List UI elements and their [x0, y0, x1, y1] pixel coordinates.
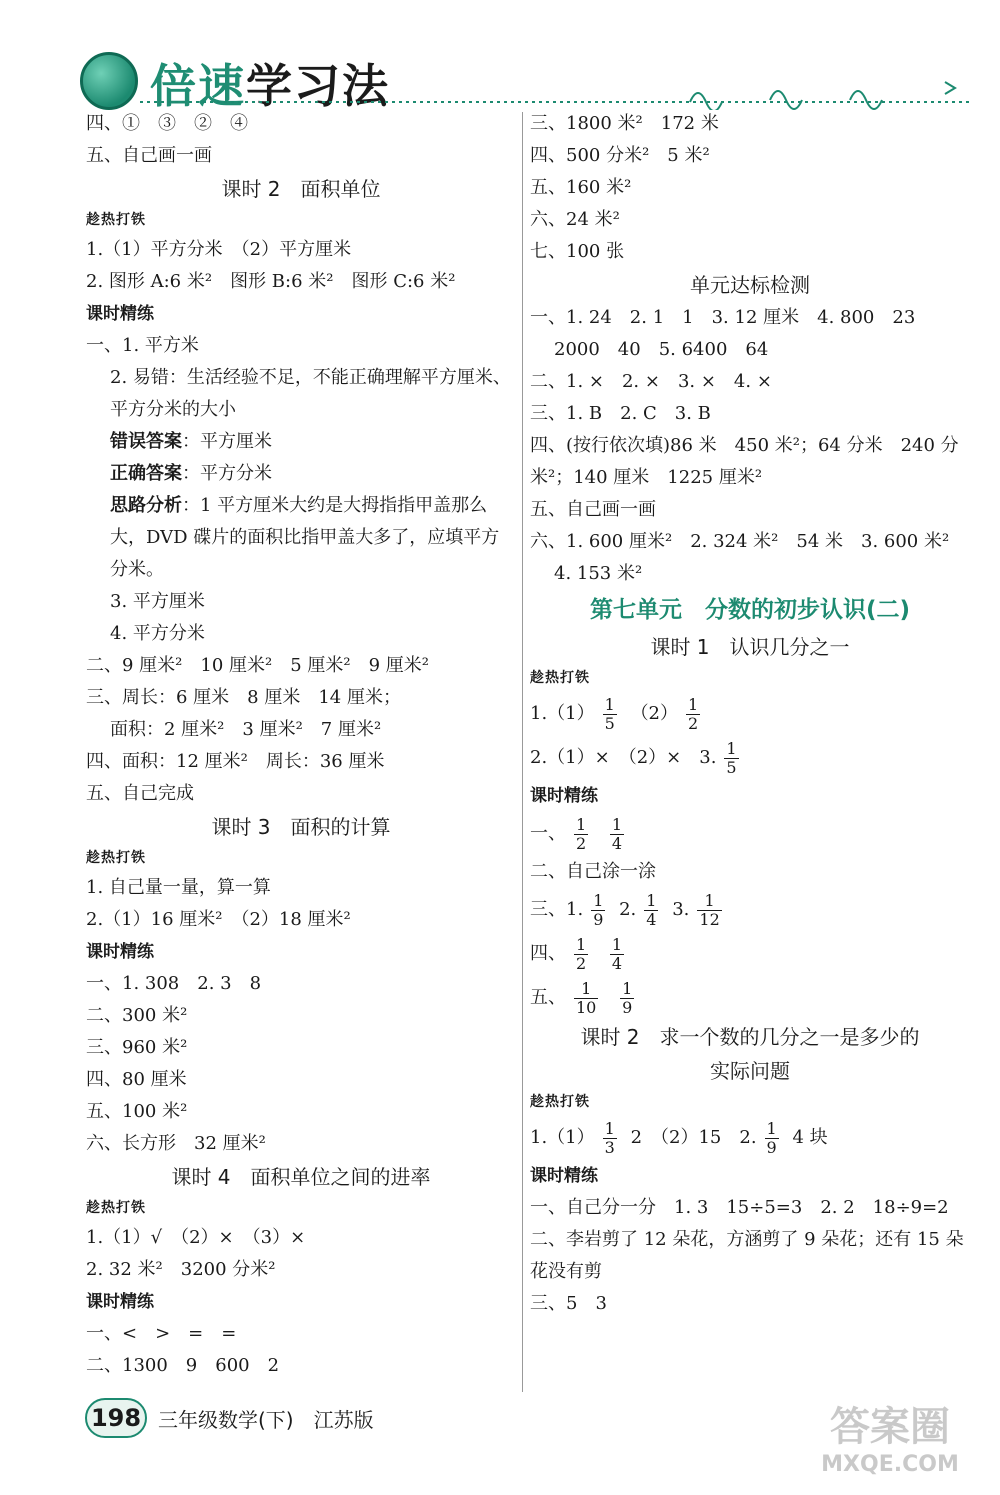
- answer-line: 三、1. $\frac{1}{9}$ 2. $\frac{1}{4}$ 3. $\frac{1}{12}$: [530, 890, 720, 929]
- answer-line: 三、周长：6 厘米 8 厘米 14 厘米；: [86, 687, 401, 708]
- lesson-title: 单元达标检测: [690, 273, 810, 297]
- fraction: $\frac{1}{12}$: [699, 890, 720, 929]
- lesson-title: 课时 4 面积单位之间的进率: [171, 1165, 431, 1189]
- answer-line: 2000 40 5. 6400 64: [554, 339, 769, 360]
- answer-line: 2.（1）16 厘米² （2）18 厘米²: [86, 909, 351, 930]
- section-label-practice: 课时精练: [530, 1166, 598, 1186]
- answer-line: 2. 32 米² 3200 分米²: [86, 1259, 276, 1280]
- answer-line: 三、1. B 2. C 3. B: [530, 403, 711, 424]
- answer-line: 四、① ③ ② ④: [86, 113, 248, 134]
- answer-line: 三、960 米²: [86, 1037, 188, 1058]
- answer-paragraph: 思路分析：1 平方厘米大约是大拇指指甲盖那么大，DVD 碟片的面积比指甲盖大多了，应填平方分米。: [110, 495, 500, 580]
- answer-line: 五、 $\frac{1}{10}$ $\frac{1}{9}$: [530, 978, 633, 1017]
- answer-line: 错误答案：平方厘米: [110, 431, 272, 452]
- answer-line: 六、24 米²: [530, 209, 620, 230]
- lesson-title: 课时 3 面积的计算: [211, 815, 391, 839]
- answer-line: 一、自己分一分 1. 3 15÷5=3 2. 2 18÷9=2: [530, 1197, 949, 1218]
- fraction: $\frac{1}{9}$: [766, 1118, 777, 1157]
- left-column: [86, 108, 516, 1382]
- answer-line: 五、自己完成: [86, 783, 194, 804]
- section-label-practice: 课时精练: [86, 942, 154, 962]
- fraction: $\frac{1}{2}$: [576, 934, 587, 973]
- lesson-title: 课时 1 认识几分之一: [650, 635, 850, 659]
- answer-line: 正确答案：平方分米: [110, 463, 272, 484]
- answer-line: 4. 平方分米: [110, 623, 205, 644]
- answer-line: 四、80 厘米: [86, 1069, 187, 1090]
- answer-line: 2.（1）× （2）× 3. $\frac{1}{5}$: [530, 738, 737, 777]
- section-label-practice: 课时精练: [86, 304, 154, 324]
- answer-paragraph: 2. 易错：生活经验不足，不能正确理解平方厘米、平方分米的大小: [110, 367, 511, 420]
- page-number: 198: [85, 1398, 147, 1438]
- answer-line: 七、100 张: [530, 241, 625, 262]
- fraction: $\frac{1}{4}$: [611, 934, 623, 973]
- answer-line: 一、 $\frac{1}{2}$ $\frac{1}{4}$: [530, 814, 623, 853]
- fraction: $\frac{1}{5}$: [726, 738, 737, 777]
- section-label-warmup: 趁热打铁: [86, 212, 146, 228]
- answer-line: 2. 图形 A:6 米² 图形 B:6 米² 图形 C:6 米²: [86, 271, 456, 292]
- lesson-title-continued: 实际问题: [710, 1059, 790, 1083]
- answer-line: 二、300 米²: [86, 1005, 188, 1026]
- answer-line: 一、< > = =: [86, 1323, 237, 1344]
- answer-line: 五、自己画一画: [530, 499, 656, 520]
- answer-line: 五、自己画一画: [86, 145, 212, 166]
- brand-title: 倍速学习法: [150, 59, 390, 113]
- fraction: $\frac{1}{9}$: [622, 978, 633, 1017]
- section-label-warmup: 趁热打铁: [530, 1094, 590, 1110]
- unit-title: 第七单元 分数的初步认识(二): [589, 597, 911, 623]
- answer-line: 1.（1） $\frac{1}{5}$ （2） $\frac{1}{2}$: [530, 694, 699, 733]
- section-label-warmup: 趁热打铁: [86, 1200, 146, 1216]
- fraction: $\frac{1}{10}$: [576, 978, 597, 1017]
- answer-line: 一、1. 24 2. 1 1 3. 12 厘米 4. 800 23: [530, 307, 916, 328]
- page-header: [0, 0, 1000, 115]
- answer-line: 1.（1） $\frac{1}{3}$ 2 （2）15 2. $\frac{1}{9}$ 4 块: [530, 1118, 828, 1157]
- answer-line: 五、160 米²: [530, 177, 632, 198]
- answer-line: 三、1800 米² 172 米: [530, 113, 719, 134]
- answer-line: 四、面积：12 厘米² 周长：36 厘米: [86, 751, 385, 772]
- column-divider: [522, 112, 523, 1392]
- answer-line: 1.（1）√ （2）× （3）×: [86, 1227, 306, 1248]
- answer-line: 三、5 3: [530, 1293, 607, 1314]
- answer-line: 四、(按行依次填)86 米 450 米²；64 分米 240 分米²；140 厘米 1225 厘米²: [530, 435, 959, 488]
- fraction: $\frac{1}{9}$: [593, 890, 604, 929]
- answer-line: 四、 $\frac{1}{2}$ $\frac{1}{4}$: [530, 934, 623, 973]
- answer-line: 六、1. 600 厘米² 2. 324 米² 54 米 3. 600 米²: [530, 531, 950, 552]
- right-column: [530, 108, 970, 1320]
- answer-line: 1.（1）平方分米 （2）平方厘米: [86, 239, 352, 260]
- answer-line: 面积：2 厘米² 3 厘米² 7 厘米²: [110, 719, 382, 740]
- fraction: $\frac{1}{3}$: [604, 1118, 615, 1157]
- lesson-title: 课时 2 面积单位: [221, 177, 381, 201]
- lesson-title: 课时 2 求一个数的几分之一是多少的: [580, 1025, 920, 1049]
- section-label-warmup: 趁热打铁: [530, 670, 590, 686]
- header-dotted-line-icon: [130, 62, 980, 110]
- answer-line: 二、1300 9 600 2: [86, 1355, 280, 1376]
- answer-line: 二、自己涂一涂: [530, 861, 656, 882]
- fraction: $\frac{1}{4}$: [611, 814, 623, 853]
- answer-line: 1. 自己量一量，算一算: [86, 877, 271, 898]
- answer-line: 六、长方形 32 厘米²: [86, 1133, 266, 1154]
- answer-line: 五、100 米²: [86, 1101, 188, 1122]
- section-label-practice: 课时精练: [530, 786, 598, 806]
- answer-line: 二、1. × 2. × 3. × 4. ×: [530, 371, 772, 392]
- watermark-logo: 答案圈 MXQE.COM: [821, 1404, 959, 1477]
- fraction: $\frac{1}{2}$: [688, 694, 699, 733]
- section-label-practice: 课时精练: [86, 1292, 154, 1312]
- answer-line: 二、李岩剪了 12 朵花，方涵剪了 9 朵花；还有 15 朵花没有剪: [530, 1229, 964, 1282]
- answer-line: 3. 平方厘米: [110, 591, 205, 612]
- book-title: 三年级数学(下) 江苏版: [158, 1408, 374, 1432]
- section-label-warmup: 趁热打铁: [86, 850, 146, 866]
- fraction: $\frac{1}{2}$: [576, 814, 587, 853]
- fraction: $\frac{1}{4}$: [646, 890, 657, 929]
- answer-line: 一、1. 308 2. 3 8: [86, 973, 262, 994]
- answer-line: 一、1. 平方米: [86, 335, 199, 356]
- answer-line: 4. 153 米²: [554, 563, 643, 584]
- answer-line: 二、9 厘米² 10 厘米² 5 厘米² 9 厘米²: [86, 655, 430, 676]
- answer-line: 四、500 分米² 5 米²: [530, 145, 710, 166]
- fraction: $\frac{1}{5}$: [604, 694, 615, 733]
